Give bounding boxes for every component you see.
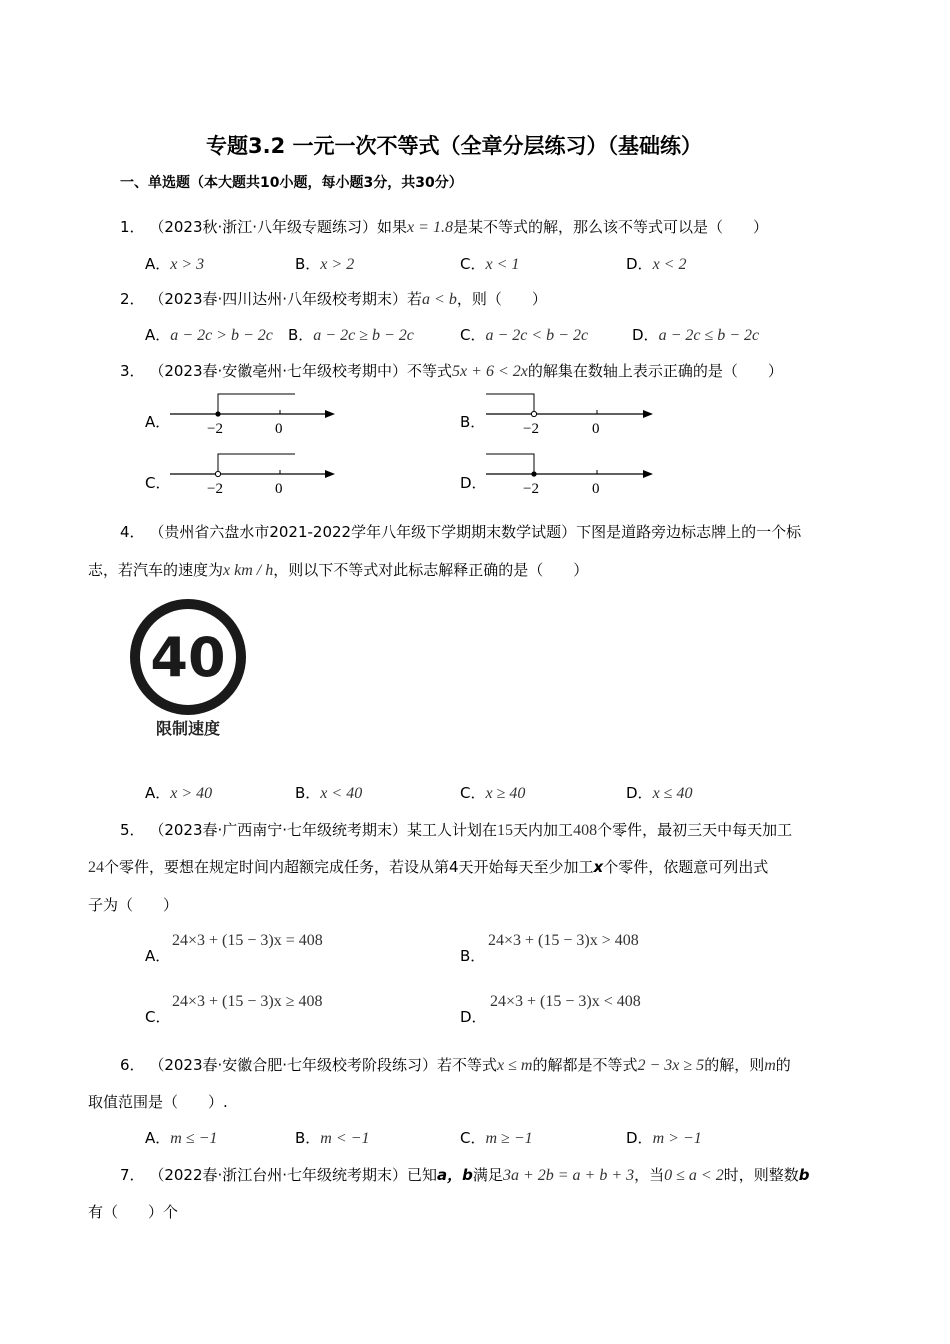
q3-option-d-number-line xyxy=(483,448,663,500)
q3-option-a-label[interactable]: A． xyxy=(145,413,171,431)
question-6-line-1: 6． （2023春·安徽合肥·七年级校考阶段练习）若不等式x ≤ m的解都是不等式2 − 3x ≥ 5的解，则m的 xyxy=(120,1056,791,1074)
q3-option-b-label[interactable]: B． xyxy=(460,413,486,431)
page-title: 专题3.2 一元一次不等式（全章分层练习）（基础练） xyxy=(206,134,703,158)
section-heading: 一、单选题（本大题共10小题，每小题3分，共30分） xyxy=(120,175,463,191)
q2-option-b[interactable]: B．a − 2c ≥ b − 2c xyxy=(288,326,414,344)
q3-option-d-label[interactable]: D． xyxy=(460,474,487,492)
q5-option-b-expr: 24×3 + (15 − 3)x > 408 xyxy=(488,932,639,949)
q2-option-d[interactable]: D．a − 2c ≤ b − 2c xyxy=(632,326,760,344)
question-7-line-1: 7． （2022春·浙江台州·七年级统考期末）已知a，b满足3a + 2b = a + b + 3，当0 ≤ a < 2时，则整数b xyxy=(120,1166,810,1184)
tick-label: −2 xyxy=(523,421,539,437)
q1-option-d[interactable]: D．x < 2 xyxy=(626,255,687,273)
q6-option-a[interactable]: A．m ≤ −1 xyxy=(145,1129,218,1147)
question-5-line-2: 24个零件，要想在规定时间内超额完成任务，若设从第4天开始每天至少加工x个零件，依题意可列出式 xyxy=(88,858,769,876)
q4-option-c[interactable]: C．x ≥ 40 xyxy=(460,784,526,802)
q5-option-b-label[interactable]: B． xyxy=(460,947,486,965)
question-2: 2． （2023春·四川达州·八年级校考期末）若a < b，则（ ） xyxy=(120,290,547,308)
q5-option-c-expr: 24×3 + (15 − 3)x ≥ 408 xyxy=(172,993,323,1010)
tick-label: −2 xyxy=(523,481,539,497)
q6-option-b[interactable]: B．m < −1 xyxy=(295,1129,370,1147)
q3-option-c-label[interactable]: C． xyxy=(145,474,171,492)
q1-option-b[interactable]: B．x > 2 xyxy=(295,255,355,273)
q1-option-a[interactable]: A．x > 3 xyxy=(145,255,205,273)
q5-option-c-label[interactable]: C． xyxy=(145,1008,171,1026)
speed-limit-caption: 限制速度 xyxy=(155,719,221,738)
tick-label: −2 xyxy=(207,481,223,497)
question-4-line-1: 4． （贵州省六盘水市2021-2022学年八年级下学期期末数学试题）下图是道路旁边标志牌上的一个标 xyxy=(120,523,802,541)
q3-option-b-number-line xyxy=(483,388,663,440)
tick-label: 0 xyxy=(592,421,600,437)
q4-option-a[interactable]: A．x > 40 xyxy=(145,784,213,802)
q4-option-b[interactable]: B．x < 40 xyxy=(295,784,363,802)
question-4-line-2: 志，若汽车的速度为x km / h，则以下不等式对此标志解释正确的是（ ） xyxy=(88,561,589,579)
q1-option-c[interactable]: C．x < 1 xyxy=(460,255,520,273)
tick-label: 0 xyxy=(275,481,283,497)
q5-option-a-expr: 24×3 + (15 − 3)x = 408 xyxy=(172,932,323,949)
speed-limit-number: 40 xyxy=(150,626,226,689)
tick-label: 0 xyxy=(592,481,600,497)
question-7-line-2: 有（ ）个 xyxy=(88,1203,179,1221)
q5-option-d-label[interactable]: D． xyxy=(460,1008,487,1026)
tick-label: 0 xyxy=(275,421,283,437)
question-1: 1． （2023秋·浙江·八年级专题练习）如果x = 1.8是某不等式的解，那么该不等式可以是（ ） xyxy=(120,218,768,236)
question-5-line-3: 子为（ ） xyxy=(88,896,179,914)
q5-option-a-label[interactable]: A． xyxy=(145,947,171,965)
question-5-line-1: 5． （2023春·广西南宁·七年级统考期末）某工人计划在15天内加工408个零件，最初三天中每天加工 xyxy=(120,821,793,839)
q2-option-a[interactable]: A．a − 2c > b − 2c xyxy=(145,326,273,344)
q3-option-c-number-line xyxy=(165,448,345,500)
q3-option-a-number-line xyxy=(165,388,345,440)
tick-label: −2 xyxy=(207,421,223,437)
q5-option-d-expr: 24×3 + (15 − 3)x < 408 xyxy=(490,993,641,1010)
q6-option-c[interactable]: C．m ≥ −1 xyxy=(460,1129,533,1147)
question-6-line-2: 取值范围是（ ）. xyxy=(88,1093,228,1111)
question-3: 3． （2023春·安徽亳州·七年级校考期中）不等式5x + 6 < 2x的解集在数轴上表示正确的是（ ） xyxy=(120,362,783,380)
q2-option-c[interactable]: C．a − 2c < b − 2c xyxy=(460,326,589,344)
speed-limit-sign xyxy=(125,596,255,742)
q6-option-d[interactable]: D．m > −1 xyxy=(626,1129,702,1147)
q4-option-d[interactable]: D．x ≤ 40 xyxy=(626,784,693,802)
